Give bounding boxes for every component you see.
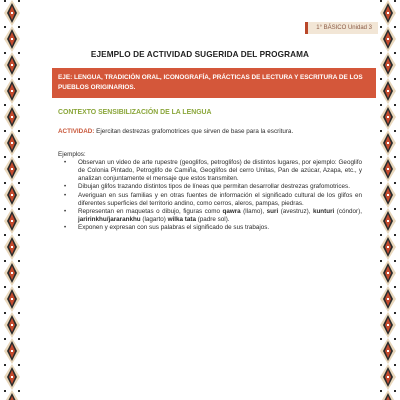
border-motif <box>4 390 20 400</box>
border-motif <box>380 156 396 182</box>
border-motif <box>4 104 20 130</box>
border-motif <box>4 234 20 260</box>
border-motif <box>4 182 20 208</box>
example-text <box>78 208 362 223</box>
bullet-icon: • <box>64 192 67 199</box>
border-motif <box>4 286 20 312</box>
list-item <box>58 183 362 191</box>
border-motif <box>4 26 20 52</box>
list-item <box>58 159 362 183</box>
border-motif <box>380 130 396 156</box>
examples-label: Ejemplos: <box>58 151 86 158</box>
border-motif <box>4 78 20 104</box>
border-motif <box>380 26 396 52</box>
border-motif <box>4 156 20 182</box>
border-motif <box>4 130 20 156</box>
eje-banner: EJE: LENGUA, TRADICIÓN ORAL, ICONOGRAFÍA, PRÁCTICAS DE LECTURA Y ESCRITURA DE LOS PUEBLOS ORIGINARIOS. <box>52 68 376 98</box>
word-kunturi: kunturi <box>312 207 335 215</box>
activity-paragraph <box>58 128 368 136</box>
context-title: CONTEXTO SENSIBILIZACIÓN DE LA LENGUA <box>58 109 212 116</box>
andean-pattern-icon <box>4 0 20 400</box>
list-item <box>58 208 362 224</box>
left-decorative-border <box>4 0 20 400</box>
border-motif <box>380 364 396 390</box>
text-run: (cóndor), <box>334 207 362 215</box>
border-motif <box>4 338 20 364</box>
example-text: Exponen y expresan con sus palabras el significado de sus trabajos. <box>78 224 270 232</box>
border-motif <box>4 0 20 26</box>
border-motif <box>380 286 396 312</box>
border-motif <box>380 312 396 338</box>
border-motif <box>380 338 396 364</box>
bullet-icon: • <box>64 160 67 166</box>
bullet-icon: • <box>64 184 67 191</box>
activity-label: ACTIVIDAD: <box>58 128 95 135</box>
page-title: EJEMPLO DE ACTIVIDAD SUGERIDA DEL PROGRAMA <box>90 50 310 59</box>
border-motif <box>4 208 20 234</box>
border-motif <box>380 0 396 26</box>
border-motif <box>380 390 396 400</box>
andean-pattern-icon <box>380 0 396 400</box>
text-run: (llamo), <box>240 207 267 215</box>
word-qawra: qawra <box>222 207 241 215</box>
right-decorative-border <box>380 0 396 400</box>
bullet-icon: • <box>64 208 67 215</box>
border-motif <box>380 104 396 130</box>
word-suri: suri <box>266 207 279 215</box>
border-motif <box>380 234 396 260</box>
unit-tab: 1° BÁSICO Unidad 3 <box>305 22 378 34</box>
word-jaririnkhu: jaririnkhu/jararankhu <box>78 215 141 223</box>
border-motif <box>4 260 20 286</box>
border-motif <box>380 78 396 104</box>
example-text: Averiguan en sus familias y en otras fuentes de información el significado cultural de los glifos en diferentes superficies del territorio andino, como cerros, aleros, pampas, piedras. <box>78 191 362 207</box>
text-run: (lagarto) <box>140 215 168 223</box>
border-motif <box>380 52 396 78</box>
activity-text: Ejercitan destrezas grafomotrices que sirven de base para la escritura. <box>94 128 294 135</box>
bullet-icon: • <box>64 225 67 232</box>
border-motif <box>380 182 396 208</box>
text-run: (avestruz), <box>278 207 313 215</box>
example-text: Dibujan glifos trazando distintos tipos de líneas que permitan desarrollar destrezas grafomotrices. <box>78 183 350 191</box>
border-motif <box>4 52 20 78</box>
examples-list <box>58 159 362 232</box>
text-run: (padre sol). <box>195 215 230 223</box>
example-text: Observan un video de arte rupestre (geoglifos, petroglifos) de distintos lugares, por ejemplo: Geoglifo de Colonia Pintado, Petroglifo de Camiña, Geoglifos del cerro Unitas, Pan de azúcar, Azapa, etc., y analizan conjuntamente el mensaje que estos transmiten. <box>78 159 362 182</box>
text-run: Representan en maquetas o dibujo, figuras como <box>78 207 223 215</box>
list-item <box>58 224 362 232</box>
border-motif <box>4 364 20 390</box>
list-item <box>58 192 362 208</box>
border-motif <box>380 208 396 234</box>
word-wilka-tata: wilka tata <box>167 215 196 223</box>
border-motif <box>380 260 396 286</box>
border-motif <box>4 312 20 338</box>
